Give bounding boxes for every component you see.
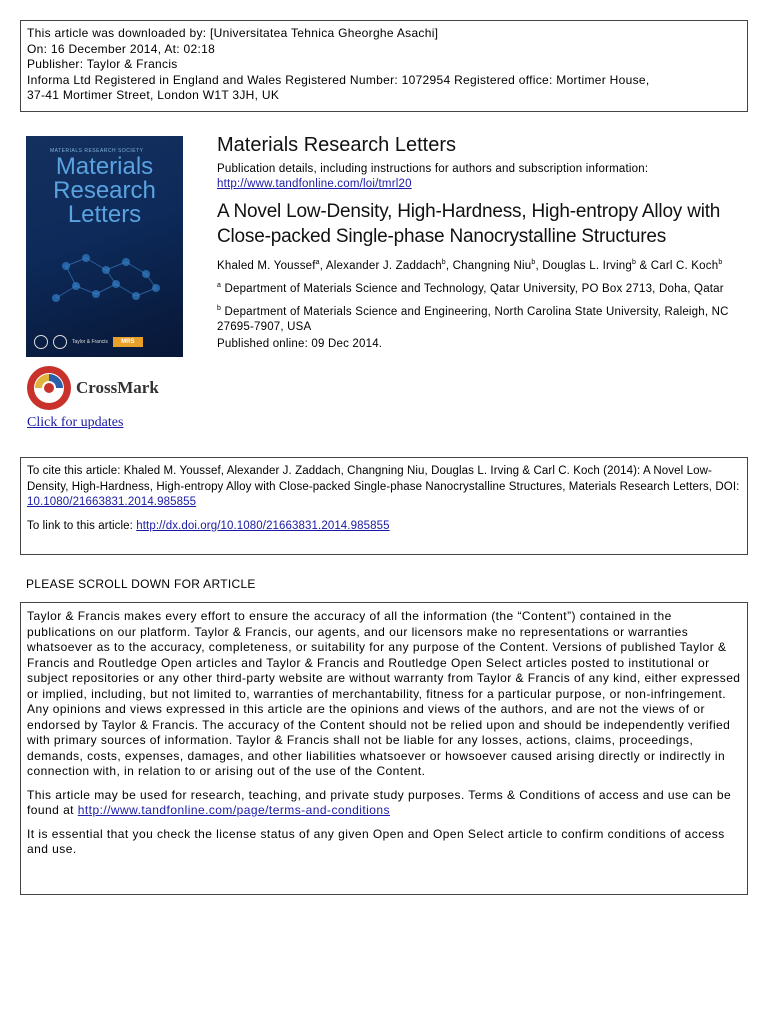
- publication-details-text: Publication details, including instructions for authors and subscription information:: [217, 163, 649, 175]
- author: , Alexander J. Zaddach: [319, 259, 442, 272]
- cover-title-line: Letters: [67, 201, 142, 228]
- cover-title-line: Research: [53, 177, 156, 204]
- citation-body: To cite this article: Khaled M. Youssef, Alexander J. Zaddach, Changning Niu, Douglas L. Irving & Carl C. Koch (2014): A Novel Low-Density, High-Hardness, High-entropy Alloy with Close-packed Single-phase Nanocrystalline Structures, Materials Research Letters, DOI:: [27, 465, 740, 493]
- license-paragraph: It is essential that you check the license status of any given Open and Open Select article to confirm conditions of access and use.: [27, 826, 725, 856]
- mrs-badge: MRS: [113, 337, 143, 347]
- affiliation-marker: b: [718, 259, 723, 266]
- affiliation-text: Department of Materials Science and Technology, Qatar University, PO Box 2713, Doha, Qatar: [221, 282, 724, 295]
- journal-url-link[interactable]: http://www.tandfonline.com/loi/tmrl20: [217, 178, 412, 190]
- cover-title-line: Materials: [55, 153, 154, 180]
- terms-text: This article may be used for research, teaching, and private study purposes. Terms & Conditions of access and use can be found at: [27, 787, 732, 817]
- terms-link[interactable]: http://www.tandfonline.com/page/terms-and-conditions: [77, 803, 390, 817]
- author: Khaled M. Youssef: [217, 259, 316, 272]
- affiliation-marker: b: [441, 259, 446, 266]
- crossmark-logo[interactable]: [26, 365, 159, 411]
- address-line: 37-41 Mortimer Street, London W1T 3JH, UK: [27, 88, 280, 102]
- publisher-line: Publisher: Taylor & Francis: [27, 57, 178, 71]
- registration-line: Informa Ltd Registered in England and Wales Registered Number: 1072954 Registered office: Mortimer House,: [27, 72, 650, 87]
- click-for-updates-link[interactable]: Click for updates: [27, 415, 124, 430]
- article-title: A Novel Low-Density, High-Hardness, High-entropy Alloy with Close-packed Single-phase Nanocrystalline Structures: [217, 201, 721, 247]
- crossmark-icon: [26, 365, 72, 411]
- affiliation-marker: b: [217, 304, 222, 312]
- affiliation-marker: a: [315, 259, 320, 266]
- article-doi-url-link[interactable]: http://dx.doi.org/10.1080/21663831.2014.985855: [136, 519, 390, 532]
- citation-box: [20, 457, 748, 555]
- disclaimer-paragraph: Taylor & Francis makes every effort to ensure the accuracy of all the information (the “Content”) contained in the publications on our platform. Taylor & Francis, our agents, and our licensors make no representations or warranties whatsoever as to the accuracy, completeness, or suitability for any purpose of the Content. Versions of published Taylor & Francis and Routledge Open articles and Taylor & Francis and Routledge Open Select articles posted to institutional or subject repositories or any other third-party website are without warranty from Taylor & Francis of any kind, either expressed or implied, including, but not limited to, warranties of merchantability, fitness for a particular purpose, or non-infringement. Any opinions and views expressed in this article are the opinions and views of the authors, and are not the views of or endorsed by Taylor & Francis. The accuracy of the Content should not be relied upon and should be independently verified with primary sources of information. Taylor & Francis shall not be liable for any losses, actions, claims, proceedings, demands, costs, expenses, damages, and other liabilities whatsoever or howsoever caused arising directly or indirectly in connection with, in relation to or arising out of the use of the Content.: [27, 609, 741, 778]
- citation-text: [27, 464, 741, 511]
- affiliation-marker: b: [531, 259, 536, 266]
- publisher-mark: Taylor & Francis: [72, 339, 108, 345]
- cover-logos: [34, 335, 143, 349]
- cover-society-text: MATERIALS RESEARCH SOCIETY: [50, 148, 144, 154]
- doi-link[interactable]: 10.1080/21663831.2014.985855: [27, 496, 197, 508]
- journal-name: Materials Research Letters: [217, 134, 456, 156]
- download-info-box: [20, 20, 748, 112]
- journal-info: [217, 132, 737, 352]
- journal-cover-image[interactable]: [26, 136, 183, 357]
- disclaimer-box: [20, 602, 748, 895]
- cover-crystal-graphic: [26, 236, 183, 336]
- crossmark-label: CrossMark: [76, 378, 159, 397]
- download-line: This article was downloaded by: [Universitatea Tehnica Gheorghe Asachi]: [27, 26, 439, 40]
- society-logo-icon: [34, 335, 48, 349]
- publisher-logo-icon: [53, 335, 67, 349]
- affiliation-b: [217, 301, 737, 336]
- author-list: [217, 255, 737, 274]
- terms-paragraph: [27, 788, 741, 819]
- affiliation-a: [217, 278, 737, 297]
- affiliation-text: Department of Materials Science and Engineering, North Carolina State University, Raleigh, NC 27695-7907, USA: [217, 305, 729, 334]
- affiliation-marker: a: [217, 281, 222, 289]
- article-link-line: [27, 519, 741, 535]
- publication-details: [217, 162, 737, 192]
- affiliation-marker: b: [631, 259, 637, 266]
- scroll-notice: PLEASE SCROLL DOWN FOR ARTICLE: [26, 577, 256, 591]
- download-date: On: 16 December 2014, At: 02:18: [27, 41, 216, 56]
- author: , Changning Niu: [445, 259, 532, 272]
- article-link-label: To link to this article:: [27, 519, 137, 532]
- author: , Douglas L. Irving: [535, 259, 632, 272]
- author: & Carl C. Koch: [636, 259, 719, 272]
- published-date: Published online: 09 Dec 2014.: [217, 338, 383, 351]
